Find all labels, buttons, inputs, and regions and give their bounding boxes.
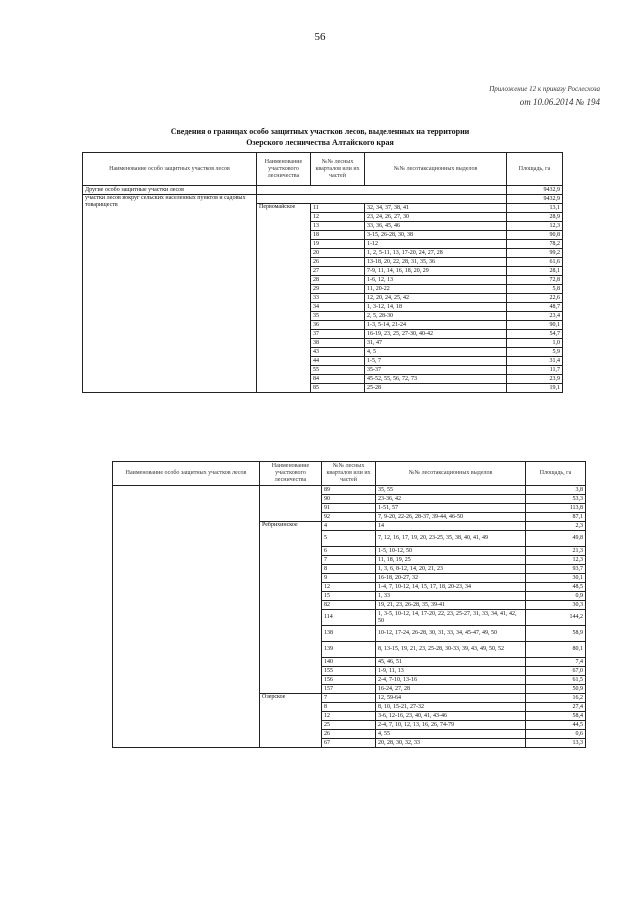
quarter-number: 85	[311, 384, 365, 393]
quarter-number: 15	[322, 592, 376, 601]
area-value: 67,0	[526, 667, 586, 676]
area-value: 11,7	[507, 366, 563, 375]
row-area-other: 9432,9	[507, 186, 563, 195]
allotment-numbers: 3-15, 26-28, 30, 38	[365, 231, 507, 240]
quarter-number: 89	[322, 486, 376, 495]
area-value: 144,2	[526, 610, 586, 626]
header-forestry: Наименование участкового лесничества	[260, 462, 322, 486]
allotment-numbers: 8, 13-15, 19, 21, 23, 25-28, 30-33, 39, 43, 49, 50, 52	[376, 642, 526, 658]
area-value: 61,6	[507, 258, 563, 267]
allotment-numbers: 35-37	[365, 366, 507, 375]
header-area-name: Наименование особо защитных участков лесов	[83, 153, 257, 186]
area-value: 61,5	[526, 676, 586, 685]
allotment-numbers: 7, 12, 16, 17, 19, 20, 23-25, 35, 38, 40, 41, 49	[376, 531, 526, 547]
area-value: 78,2	[507, 240, 563, 249]
header-area: Площадь, га	[526, 462, 586, 486]
allotment-numbers: 1-3, 5-14, 21-24	[365, 321, 507, 330]
area-value: 48,5	[526, 583, 586, 592]
allotment-numbers: 12, 20, 24, 25, 42	[365, 294, 507, 303]
row-label-settlement-zone: участки лесов вокруг сельских населенных пунктов и садовых товариществ	[83, 195, 257, 393]
allotment-numbers: 4, 5	[365, 348, 507, 357]
quarter-number: 25	[322, 721, 376, 730]
quarter-number: 7	[322, 694, 376, 703]
area-value: 27,4	[526, 703, 586, 712]
quarter-number: 11	[311, 204, 365, 213]
allotment-numbers: 1, 3-5, 10-12, 14, 17-20, 22, 23, 25-27, 31, 33, 34, 41, 42, 50	[376, 610, 526, 626]
quarter-number: 9	[322, 574, 376, 583]
area-value: 113,8	[526, 504, 586, 513]
area-value: 49,8	[526, 531, 586, 547]
area-value: 90,1	[507, 321, 563, 330]
appendix-reference: Приложение 12 к приказу Рослесхоза	[489, 85, 600, 93]
area-value: 1,0	[507, 339, 563, 348]
allotment-numbers: 1-6, 12, 13	[365, 276, 507, 285]
area-value: 5,8	[507, 285, 563, 294]
quarter-number: 84	[311, 375, 365, 384]
quarter-number: 90	[322, 495, 376, 504]
quarter-number: 91	[322, 504, 376, 513]
forestry-name: Озерское	[260, 694, 322, 748]
allotment-numbers: 16-24, 27, 28	[376, 685, 526, 694]
allotment-numbers: 1-51, 57	[376, 504, 526, 513]
quarter-number: 36	[311, 321, 365, 330]
header-forestry: Наименование участкового лесничества	[257, 153, 311, 186]
allotment-numbers: 35, 55	[376, 486, 526, 495]
allotment-numbers: 32, 34, 37, 38, 41	[365, 204, 507, 213]
area-value: 58,9	[526, 626, 586, 642]
allotment-numbers: 23-36, 42	[376, 495, 526, 504]
quarter-number: 19	[311, 240, 365, 249]
quarter-number: 6	[322, 547, 376, 556]
quarter-number: 13	[311, 222, 365, 231]
allotment-numbers: 1-5, 10-12, 50	[376, 547, 526, 556]
quarter-number: 55	[311, 366, 365, 375]
allotment-numbers: 7-9, 11, 14, 16, 18, 20, 29	[365, 267, 507, 276]
area-name-cell	[113, 486, 260, 748]
header-allotments: №№ лесотаксационных выделов	[365, 153, 507, 186]
area-value: 5,9	[507, 348, 563, 357]
quarter-number: 140	[322, 658, 376, 667]
quarter-number: 12	[322, 583, 376, 592]
protected-areas-table-1	[82, 152, 563, 393]
quarter-number: 155	[322, 667, 376, 676]
allotment-numbers: 25-28	[365, 384, 507, 393]
quarter-number: 5	[322, 531, 376, 547]
quarter-number: 43	[311, 348, 365, 357]
allotment-numbers: 23, 24, 26, 27, 30	[365, 213, 507, 222]
allotment-numbers: 19, 21, 23, 26-28, 35, 39-41	[376, 601, 526, 610]
quarter-number: 67	[322, 739, 376, 748]
allotment-numbers: 12, 59-64	[376, 694, 526, 703]
area-value: 99,2	[507, 249, 563, 258]
area-value: 16,2	[526, 694, 586, 703]
quarter-number: 35	[311, 312, 365, 321]
allotment-numbers: 16-18, 20-27, 32	[376, 574, 526, 583]
forestry-name: Первомайское	[257, 204, 311, 393]
header-area: Площадь, га	[507, 153, 563, 186]
area-value: 58,4	[526, 712, 586, 721]
document-title: Сведения о границах особо защитных участков лесов, выделенных на территории	[170, 127, 470, 136]
header-quarters: №№ лесных кварталов или их частей	[311, 153, 365, 186]
allotment-numbers: 11, 18, 19, 25	[376, 556, 526, 565]
row-area-settlement-zone: 9432,9	[507, 195, 563, 204]
forestry-name: Ребрихинское	[260, 522, 322, 694]
area-value: 44,5	[526, 721, 586, 730]
allotment-numbers: 33, 36, 45, 46	[365, 222, 507, 231]
allotment-numbers: 1-12	[365, 240, 507, 249]
quarter-number: 29	[311, 285, 365, 294]
quarter-number: 8	[322, 565, 376, 574]
header-allotments: №№ лесотаксационных выделов	[376, 462, 526, 486]
quarter-number: 34	[311, 303, 365, 312]
allotment-numbers: 3-6, 12-16, 23, 40, 41, 43-46	[376, 712, 526, 721]
page-number: 56	[314, 31, 326, 43]
area-value: 19,1	[507, 384, 563, 393]
allotment-numbers: 31, 47	[365, 339, 507, 348]
allotment-numbers: 2-4, 7, 10, 12, 13, 16, 26, 74-79	[376, 721, 526, 730]
quarter-number: 38	[311, 339, 365, 348]
area-value: 30,1	[526, 574, 586, 583]
allotment-numbers: 8, 10, 15-21, 27-32	[376, 703, 526, 712]
allotment-numbers: 1-9, 11, 13	[376, 667, 526, 676]
quarter-number: 12	[322, 712, 376, 721]
allotment-numbers: 16-19, 23, 25, 27-30, 40-42	[365, 330, 507, 339]
allotment-numbers: 45, 46, 51	[376, 658, 526, 667]
area-value: 7,4	[526, 658, 586, 667]
quarter-number: 138	[322, 626, 376, 642]
header-quarters: №№ лесных кварталов или их частей	[322, 462, 376, 486]
quarter-number: 92	[322, 513, 376, 522]
allotment-numbers: 1-5, 7	[365, 357, 507, 366]
quarter-number: 4	[322, 522, 376, 531]
allotment-numbers: 7, 9-20, 22-26, 28-37, 39-44, 46-50	[376, 513, 526, 522]
allotment-numbers: 1, 33	[376, 592, 526, 601]
allotment-numbers: 1, 3, 6, 8-12, 14, 20, 21, 23	[376, 565, 526, 574]
area-value: 23,9	[507, 375, 563, 384]
area-value: 50,9	[526, 685, 586, 694]
allotment-numbers: 1, 2, 5-11, 13, 17-20, 24, 27, 28	[365, 249, 507, 258]
quarter-number: 33	[311, 294, 365, 303]
allotment-numbers: 10-12, 17-24, 26-28, 30, 31, 33, 34, 45-47, 49, 50	[376, 626, 526, 642]
area-value: 0,9	[526, 592, 586, 601]
area-value: 54,7	[507, 330, 563, 339]
area-value: 12,3	[507, 222, 563, 231]
area-value: 48,7	[507, 303, 563, 312]
quarter-number: 139	[322, 642, 376, 658]
quarter-number: 82	[322, 601, 376, 610]
quarter-number: 157	[322, 685, 376, 694]
quarter-number: 18	[311, 231, 365, 240]
quarter-number: 28	[311, 276, 365, 285]
quarter-number: 8	[322, 703, 376, 712]
quarter-number: 37	[311, 330, 365, 339]
area-value: 53,3	[526, 495, 586, 504]
area-value: 22,6	[507, 294, 563, 303]
allotment-numbers: 4, 55	[376, 730, 526, 739]
allotment-numbers: 1, 3-12, 14, 18	[365, 303, 507, 312]
table-row	[113, 486, 586, 495]
quarter-number: 44	[311, 357, 365, 366]
quarter-number: 7	[322, 556, 376, 565]
area-value: 12,3	[526, 556, 586, 565]
allotment-numbers: 13-18, 20, 22, 28, 31, 35, 36	[365, 258, 507, 267]
quarter-number: 26	[322, 730, 376, 739]
allotment-numbers: 2, 5, 28-30	[365, 312, 507, 321]
area-value: 87,1	[526, 513, 586, 522]
quarter-number: 27	[311, 267, 365, 276]
area-value: 30,3	[526, 601, 586, 610]
allotment-numbers: 14	[376, 522, 526, 531]
quarter-number: 26	[311, 258, 365, 267]
area-value: 2,3	[526, 522, 586, 531]
area-value: 23,4	[507, 312, 563, 321]
area-value: 90,8	[507, 231, 563, 240]
area-value: 0,6	[526, 730, 586, 739]
appendix-order-date: от 10.06.2014 № 194	[519, 97, 600, 107]
document-subtitle: Озерского лесничества Алтайского края	[246, 138, 394, 147]
allotment-numbers: 20, 28, 30, 32, 33	[376, 739, 526, 748]
area-value: 72,8	[507, 276, 563, 285]
area-value: 80,1	[526, 642, 586, 658]
allotment-numbers: 1-4, 7, 10-12, 14, 15, 17, 18, 20-23, 34	[376, 583, 526, 592]
quarter-number: 114	[322, 610, 376, 626]
area-value: 28,9	[507, 213, 563, 222]
allotment-numbers: 11, 20-22	[365, 285, 507, 294]
header-area-name: Наименование особо защитных участков лесов	[113, 462, 260, 486]
quarter-number: 12	[311, 213, 365, 222]
allotment-numbers: 45-52, 55, 56, 72, 73	[365, 375, 507, 384]
area-value: 28,1	[507, 267, 563, 276]
allotment-numbers: 2-4, 7-10, 13-16	[376, 676, 526, 685]
quarter-number: 20	[311, 249, 365, 258]
area-value: 21,3	[526, 547, 586, 556]
area-value: 3,8	[526, 486, 586, 495]
row-label-other: Другие особо защитные участки лесов	[83, 186, 257, 195]
area-value: 13,3	[526, 739, 586, 748]
protected-areas-table-2	[112, 461, 586, 748]
area-value: 13,1	[507, 204, 563, 213]
quarter-number: 156	[322, 676, 376, 685]
area-value: 31,4	[507, 357, 563, 366]
area-value: 93,7	[526, 565, 586, 574]
forestry-name	[260, 486, 322, 522]
